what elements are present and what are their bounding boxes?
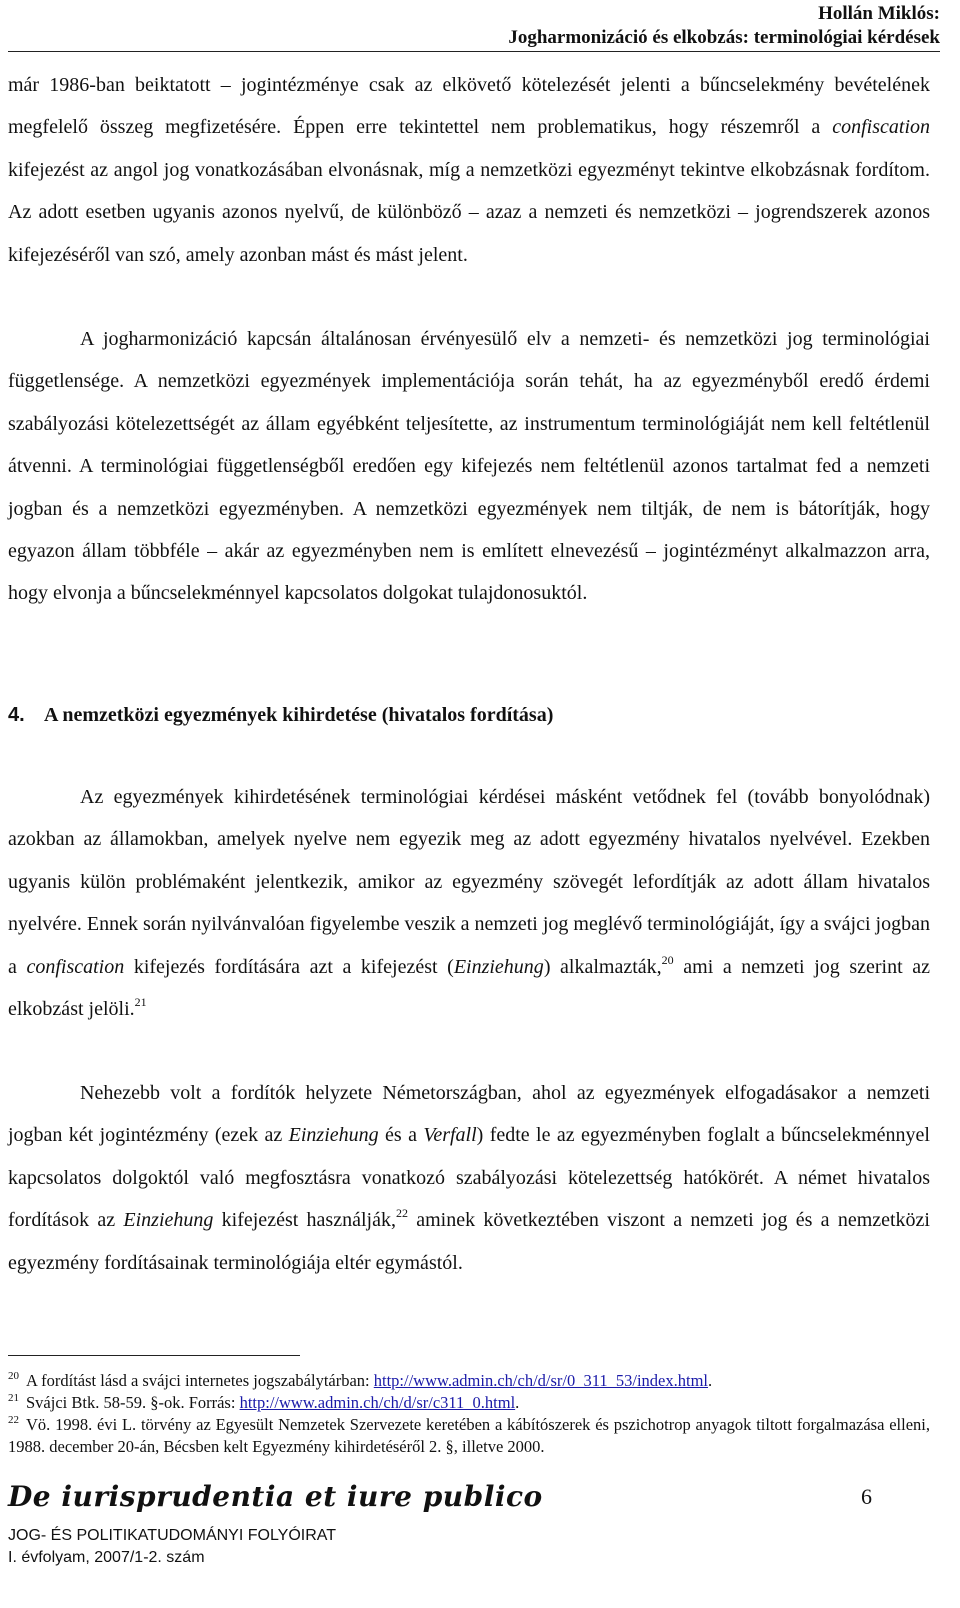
running-header <box>508 2 940 50</box>
journal-name: JOG- ÉS POLITIKATUDOMÁNYI FOLYÓIRAT <box>8 1527 337 1544</box>
footnote-ref-21[interactable]: 21 <box>134 995 147 1010</box>
para1-italic-term: confiscation <box>832 116 930 139</box>
section-title: A nemzetközi egyezmények kihirdetése (hivatalos fordítása) <box>44 704 554 726</box>
paragraph-2: A jogharmonizáció kapcsán általánosan érvényesülő elv a nemzeti- és nemzetközi jog terminológiai függetlensége. A nemzetközi egyezmények implementációja során tehát, ha az egyezményből eredő érdemi szabályozási kötelezettségét az állam egyébként teljesítette, az instrumentum terminológiáját nem kell feltétlenül átvenni. A terminológiai függetlenségből eredően egy kifejezés nem feltétlenül azonos tartalmat fed a nemzeti jogban és a nemzetközi egyezményben. A nemzetközi egyezmények nem tiltják, de nem is bátorítják, hogy egyazon állam többféle – akár az egyezményben nem is említett elnevezésű – jogintézményt alkalmazzon arra, hogy elvonja a bűncselekménnyel kapcsolatos dolgokat tulajdonosuktól. <box>8 328 930 605</box>
para3-text-c: ) alkalmazták, <box>543 955 662 978</box>
footnote-text: Vö. 1998. évi L. törvény az Egyesült Nemzetek Szervezete keretében a kábítószerek és pszichotrop anyagok tiltott forgalmazása elleni, 1988. december 20-án, Bécsben kelt Egyezmény kihirdetéséről 2. §, illetve 2000. <box>8 1415 930 1456</box>
para4-text-c: ) fedte le az egyezményben foglalt a bűncselekménnyel kapcsolatos dolgoktól való megfosztásra vonatkozó szabályozási kötelezettség hatókörét. A német hivatalos fordítások az <box>8 1124 930 1232</box>
journal-info <box>8 1525 336 1569</box>
journal-issue: I. évfolyam, 2007/1-2. szám <box>8 1549 205 1566</box>
para1-text-b: kifejezést az angol jog vonatkozásában elvonásnak, míg a nemzetközi egyezményt tekintve elkobzásnak fordítom. Az adott esetben ugyanis azonos nyelvű, de különböző – azaz a nemzeti és nemzetközi – jogrendszerek azonos kifejezéséről van szó, amely azonban mást és mást jelent. <box>8 158 930 266</box>
footnote-22: $^{22}$ Vö. 1998. évi L. törvény az Egyesült Nemzetek Szervezete keretében a kábítószerek és pszichotrop anyagok tiltott forgalmazása elleni, 1988. december 20-án, Bécsben kelt Egyezmény kihirdetéséről 2. §, illetve 2000. <box>8 1414 930 1456</box>
header-author: Hollán Miklós: <box>818 3 940 24</box>
para4-text-b: és a <box>378 1124 424 1147</box>
footnote-text: Svájci Btk. 58-59. §-ok. Forrás: <box>26 1393 240 1412</box>
para1-text-a: már 1986-ban beiktatott – jogintézménye csak az elkövető kötelezését jelenti a bűncselekmény bevételének megfelelő összeg megfizetésére. Éppen erre tekintettel nem problematikus, hogy részemről a <box>8 74 930 139</box>
footnote-link[interactable]: http://www.admin.ch/ch/d/sr/0_311_53/index.html <box>373 1371 709 1390</box>
paragraph-4 <box>8 1072 930 1284</box>
footnote-punct: . <box>708 1371 713 1390</box>
footnote-divider <box>8 1355 300 1356</box>
header-divider <box>8 51 940 52</box>
para3-text-a: Az egyezmények kihirdetésének terminológiai kérdései másként vetődnek fel (tovább bonyolódnak) azokban az államokban, amelyek nyelve nem egyezik meg az adott egyezmény hivatalos nyelvével. Ezekben ugyanis külön problémaként jelentkezik, amikor az egyezmény szövegét lefordítják az adott állam hivatalos nyelvére. Ennek során nyilvánvalóan figyelembe veszik a nemzeti jog meglévő terminológiáját, így a svájci jogban a <box>8 786 930 978</box>
section-heading <box>8 700 553 730</box>
para4-text-e: aminek következtében viszont a nemzeti jog és a nemzetközi egyezmény fordításainak terminológiája eltér egymástól. <box>8 1209 930 1274</box>
footnote-text: A fordítást lásd a svájci internetes jogszabálytárban: <box>26 1371 374 1390</box>
paragraph-3 <box>8 776 930 1030</box>
section-number: 4. <box>8 704 25 726</box>
paragraph-1 <box>8 64 930 276</box>
para3-text-d: ami a nemzeti jog szerint az elkobzást jelöli. <box>8 955 930 1021</box>
para4-italic-1: Einziehung <box>288 1124 379 1147</box>
header-title: Jogharmonizáció és elkobzás: terminológiai kérdések <box>508 27 940 48</box>
footnote-ref-22[interactable]: 22 <box>395 1206 408 1221</box>
page-number: 6 <box>861 1484 872 1509</box>
footnote-ref-20[interactable]: 20 <box>661 952 674 967</box>
para4-text-d: kifejezést használják, <box>213 1209 396 1232</box>
footnote-20: $^{20}$ A fordítást lásd a svájci internetes jogszabálytárban: http://www.admin.ch/ch/d/sr/0_311_53/index.html. <box>8 1370 713 1390</box>
footnote-21: $^{21}$ Svájci Btk. 58-59. §-ok. Forrás: http://www.admin.ch/ch/d/sr/c311_0.html. <box>8 1392 520 1412</box>
journal-logo: De iurisprudentia et iure publico <box>8 1480 543 1513</box>
para3-italic-term-2: Einziehung <box>453 955 544 978</box>
para3-italic-term-1: confiscation <box>26 955 125 978</box>
para3-text-b: kifejezés fordítására azt a kifejezést ( <box>124 955 454 978</box>
para4-italic-2: Verfall <box>423 1124 477 1147</box>
footnote-punct: . <box>515 1393 520 1412</box>
footnote-link[interactable]: http://www.admin.ch/ch/d/sr/c311_0.html <box>239 1393 516 1412</box>
para4-italic-3: Einziehung <box>123 1209 214 1232</box>
para4-text-a: Nehezebb volt a fordítók helyzete Németországban, ahol az egyezmények elfogadásakor a nemzeti jogban két jogintézmény (ezek az <box>8 1082 930 1147</box>
